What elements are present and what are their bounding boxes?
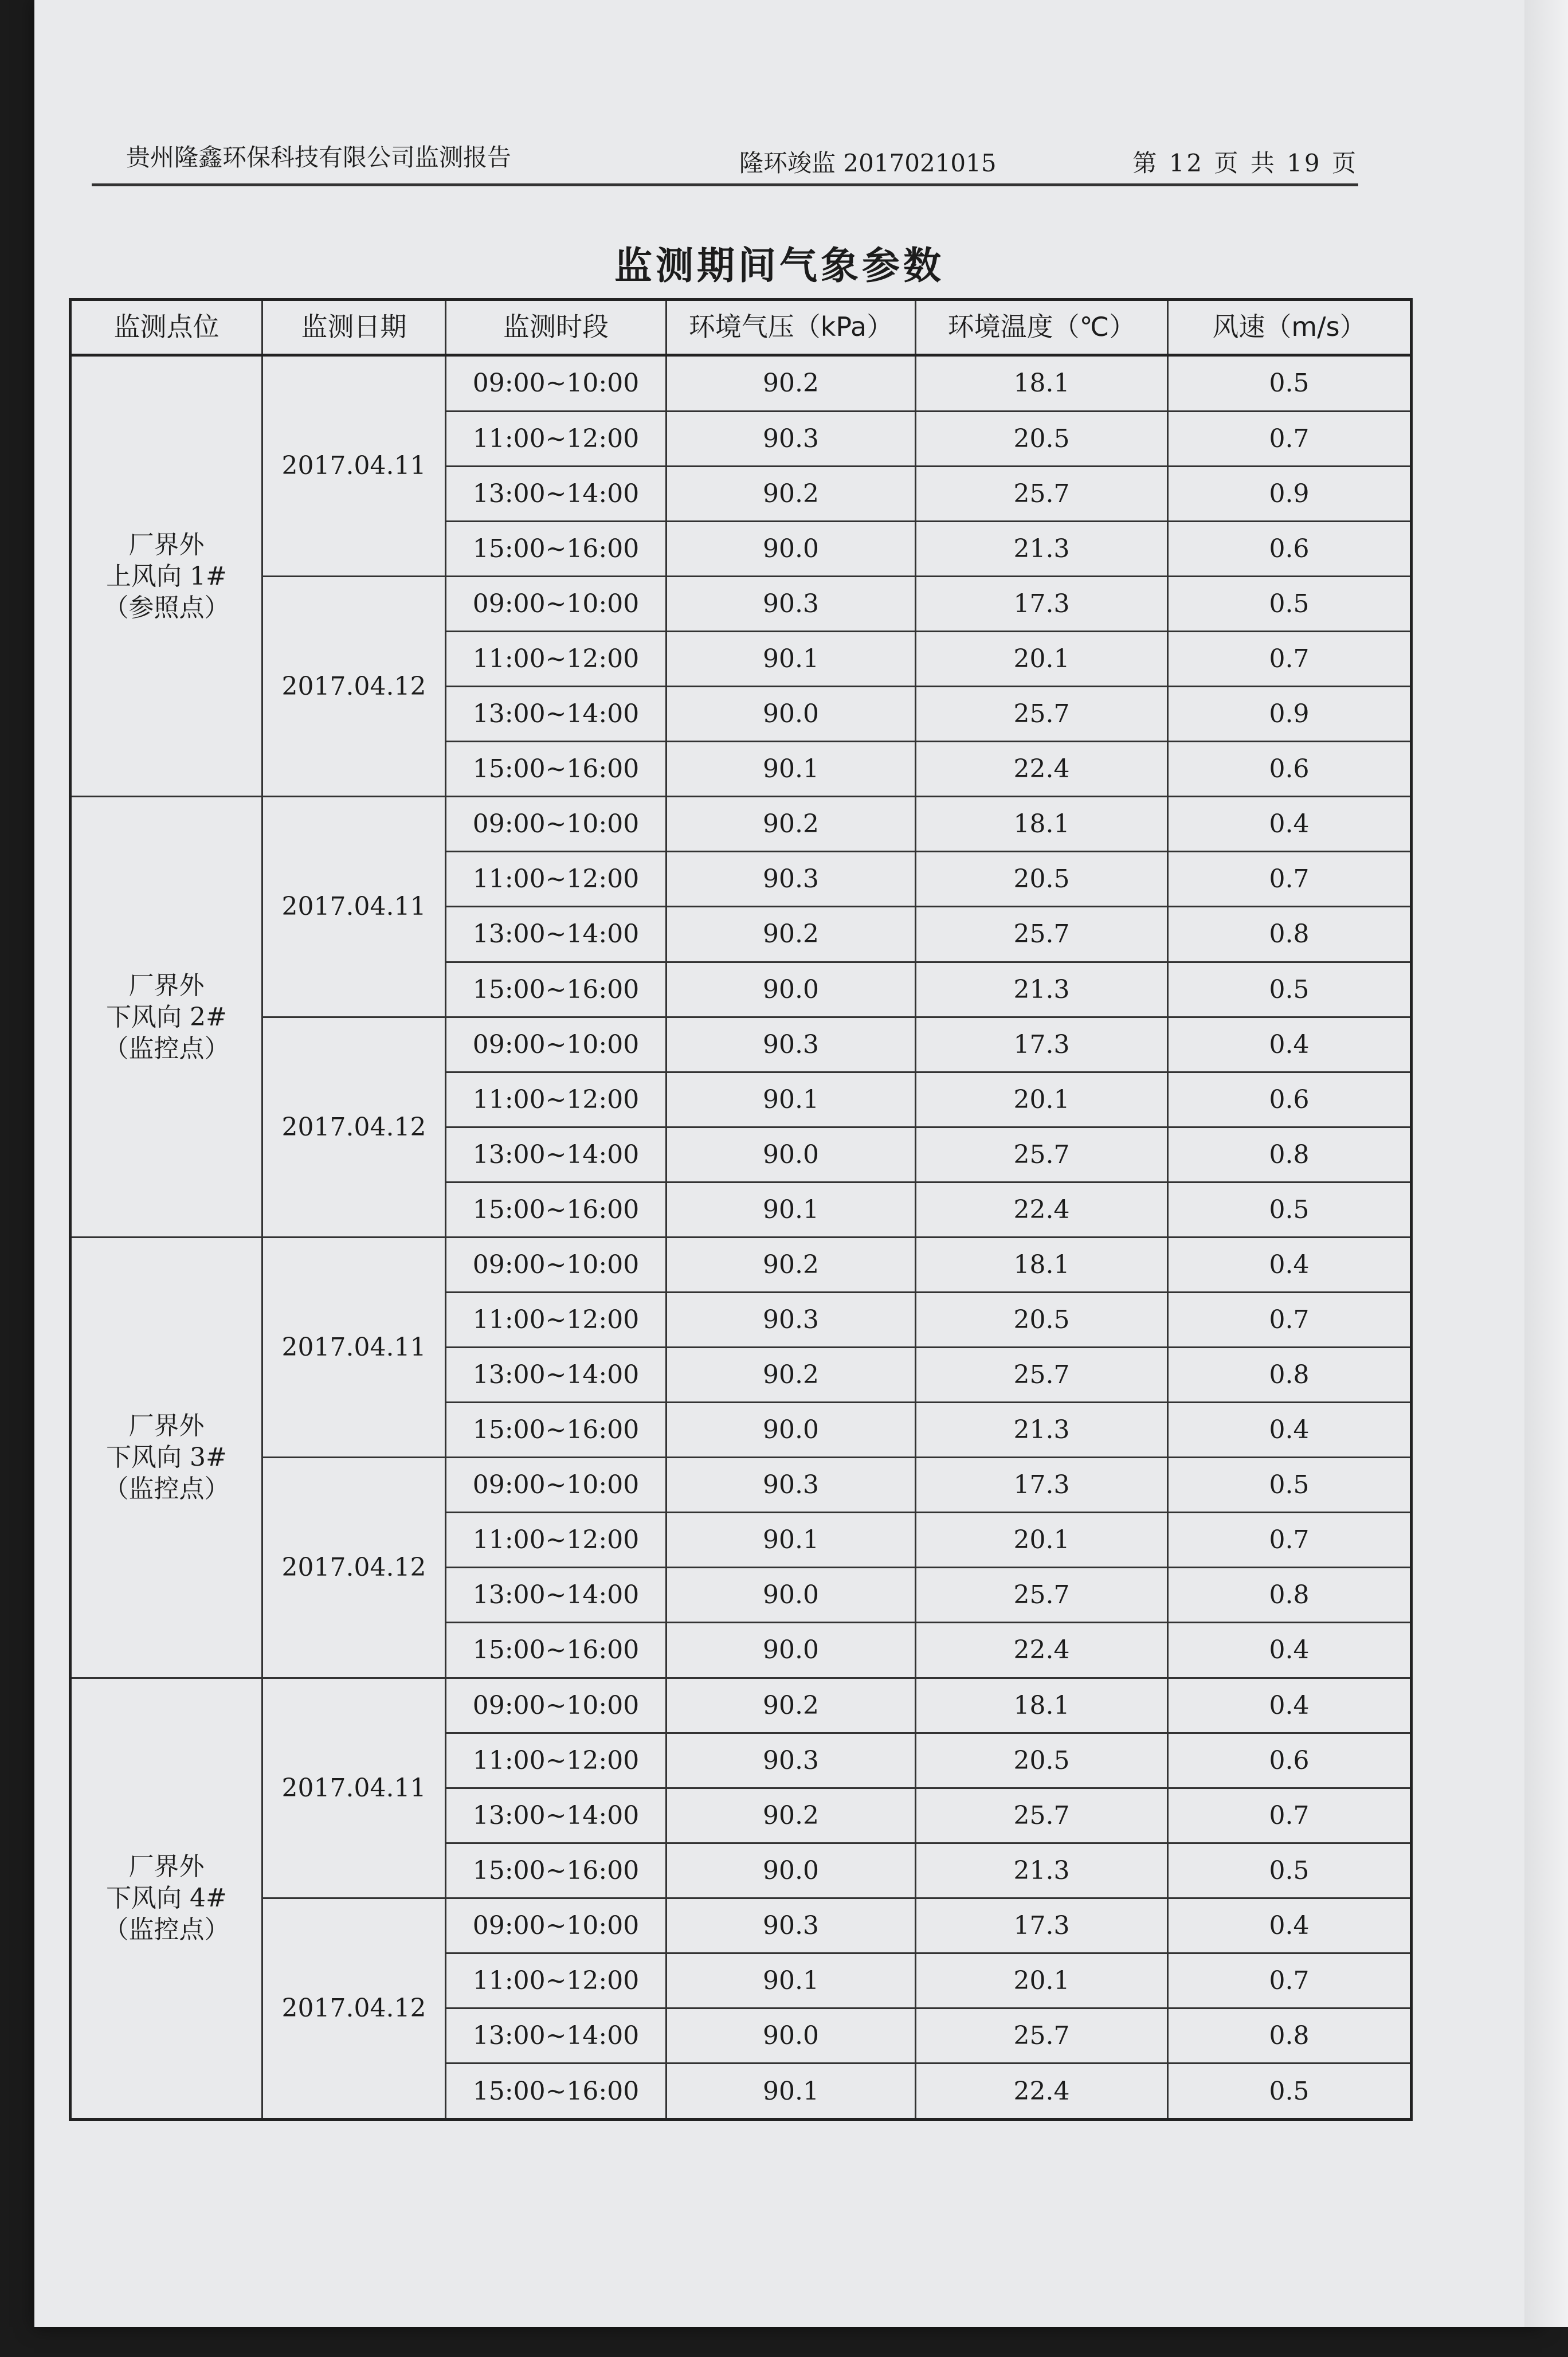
period-cell: 11:00~12:00 (446, 1292, 667, 1347)
col-header-point: 监测点位 (70, 300, 262, 355)
table-row (70, 1017, 1412, 1072)
pressure-cell: 90.2 (667, 907, 916, 962)
monitoring-date-cell: 2017.04.12 (262, 576, 446, 796)
pressure-cell: 90.3 (667, 1733, 916, 1788)
pressure-cell: 90.1 (667, 1953, 916, 2008)
col-header-temperature: 环境温度（℃） (916, 300, 1168, 355)
pressure-cell: 90.2 (667, 797, 916, 852)
period-cell: 15:00~16:00 (446, 1182, 667, 1237)
temperature-cell: 22.4 (916, 1623, 1168, 1678)
wind-speed-cell: 0.6 (1168, 742, 1412, 797)
page-fold-shadow (1524, 0, 1568, 2327)
period-cell: 09:00~10:00 (446, 1898, 667, 1953)
company-name: 贵州隆鑫环保科技有限公司监测报告 (126, 143, 512, 171)
pressure-cell: 90.2 (667, 466, 916, 521)
temperature-cell: 20.5 (916, 1292, 1168, 1347)
monitoring-point-label: 上风向 1# (106, 561, 227, 591)
pressure-cell: 90.0 (667, 687, 916, 742)
period-cell: 09:00~10:00 (446, 1458, 667, 1513)
temperature-cell: 25.7 (916, 907, 1168, 962)
period-cell: 11:00~12:00 (446, 411, 667, 466)
period-cell: 15:00~16:00 (446, 1403, 667, 1458)
pressure-cell: 90.0 (667, 2008, 916, 2064)
temperature-cell: 25.7 (916, 1788, 1168, 1843)
monitoring-date-cell: 2017.04.12 (262, 1898, 446, 2119)
wind-speed-cell: 0.7 (1168, 632, 1412, 687)
period-cell: 15:00~16:00 (446, 2064, 667, 2120)
wind-speed-cell: 0.9 (1168, 466, 1412, 521)
period-cell: 13:00~14:00 (446, 907, 667, 962)
wind-speed-cell: 0.7 (1168, 1953, 1412, 2008)
wind-speed-cell: 0.5 (1168, 1843, 1412, 1898)
monitoring-point-label: 下风向 3# (106, 1443, 227, 1473)
monitoring-date-cell: 2017.04.11 (262, 797, 446, 1017)
temperature-cell: 17.3 (916, 1017, 1168, 1072)
temperature-cell: 20.1 (916, 1953, 1168, 2008)
temperature-cell: 18.1 (916, 1678, 1168, 1733)
col-header-period: 监测时段 (446, 300, 667, 355)
pressure-cell: 90.0 (667, 521, 916, 576)
period-cell: 11:00~12:00 (446, 1513, 667, 1568)
page-number: 第 12 页 共 19 页 (1132, 149, 1358, 177)
wind-speed-cell: 0.5 (1168, 1182, 1412, 1237)
temperature-cell: 25.7 (916, 1568, 1168, 1623)
pressure-cell: 90.2 (667, 1348, 916, 1403)
wind-speed-cell: 0.5 (1168, 2064, 1412, 2120)
temperature-cell: 20.1 (916, 1072, 1168, 1127)
pressure-cell: 90.3 (667, 1898, 916, 1953)
period-cell: 11:00~12:00 (446, 852, 667, 907)
period-cell: 11:00~12:00 (446, 1733, 667, 1788)
temperature-cell: 20.5 (916, 411, 1168, 466)
wind-speed-cell: 0.7 (1168, 1513, 1412, 1568)
col-header-pressure: 环境气压（kPa） (667, 300, 916, 355)
temperature-cell: 25.7 (916, 687, 1168, 742)
monitoring-point-label: （监控点） (103, 1033, 230, 1063)
report-number: 隆环竣监 2017021015 (739, 149, 997, 177)
temperature-cell: 18.1 (916, 797, 1168, 852)
period-cell: 15:00~16:00 (446, 1623, 667, 1678)
wind-speed-cell: 0.7 (1168, 1292, 1412, 1347)
monitoring-point-label: 下风向 2# (106, 1002, 227, 1032)
pressure-cell: 90.3 (667, 1458, 916, 1513)
wind-speed-cell: 0.7 (1168, 852, 1412, 907)
monitoring-date-cell: 2017.04.11 (262, 1237, 446, 1457)
wind-speed-cell: 0.4 (1168, 1898, 1412, 1953)
temperature-cell: 20.5 (916, 852, 1168, 907)
col-header-date: 监测日期 (262, 300, 446, 355)
period-cell: 15:00~16:00 (446, 1843, 667, 1898)
pressure-cell: 90.1 (667, 1072, 916, 1127)
monitoring-date-cell: 2017.04.12 (262, 1458, 446, 1678)
wind-speed-cell: 0.6 (1168, 521, 1412, 576)
table-title: 监测期间气象参数 (614, 244, 944, 288)
period-cell: 13:00~14:00 (446, 2008, 667, 2064)
temperature-cell: 21.3 (916, 962, 1168, 1017)
pressure-cell: 90.3 (667, 1017, 916, 1072)
period-cell: 09:00~10:00 (446, 797, 667, 852)
page-header (92, 120, 1358, 186)
pressure-cell: 90.1 (667, 2064, 916, 2120)
temperature-cell: 22.4 (916, 742, 1168, 797)
wind-speed-cell: 0.5 (1168, 355, 1412, 412)
period-cell: 15:00~16:00 (446, 962, 667, 1017)
wind-speed-cell: 0.4 (1168, 1237, 1412, 1292)
table-row (70, 355, 1412, 412)
wind-speed-cell: 0.4 (1168, 1678, 1412, 1733)
pressure-cell: 90.0 (667, 1843, 916, 1898)
period-cell: 11:00~12:00 (446, 1953, 667, 2008)
wind-speed-cell: 0.5 (1168, 1458, 1412, 1513)
report-page (34, 0, 1542, 2327)
period-cell: 09:00~10:00 (446, 1017, 667, 1072)
temperature-cell: 17.3 (916, 1898, 1168, 1953)
period-cell: 13:00~14:00 (446, 1127, 667, 1182)
pressure-cell: 90.0 (667, 962, 916, 1017)
wind-speed-cell: 0.8 (1168, 2008, 1412, 2064)
wind-speed-cell: 0.4 (1168, 1403, 1412, 1458)
pressure-cell: 90.3 (667, 411, 916, 466)
wind-speed-cell: 0.8 (1168, 1568, 1412, 1623)
period-cell: 09:00~10:00 (446, 576, 667, 631)
pressure-cell: 90.3 (667, 1292, 916, 1347)
table-row (70, 1898, 1412, 1953)
wind-speed-cell: 0.9 (1168, 687, 1412, 742)
pressure-cell: 90.2 (667, 1788, 916, 1843)
monitoring-point-label: 厂界外 (128, 530, 205, 559)
period-cell: 13:00~14:00 (446, 1348, 667, 1403)
pressure-cell: 90.1 (667, 742, 916, 797)
wind-speed-cell: 0.5 (1168, 576, 1412, 631)
monitoring-point-label: （监控点） (103, 1915, 230, 1945)
monitoring-point-label: 厂界外 (128, 970, 205, 1000)
wind-speed-cell: 0.8 (1168, 1348, 1412, 1403)
pressure-cell: 90.0 (667, 1127, 916, 1182)
temperature-cell: 18.1 (916, 355, 1168, 412)
monitoring-date-cell: 2017.04.12 (262, 1017, 446, 1237)
pressure-cell: 90.0 (667, 1623, 916, 1678)
wind-speed-cell: 0.8 (1168, 1127, 1412, 1182)
pressure-cell: 90.2 (667, 355, 916, 412)
period-cell: 09:00~10:00 (446, 1237, 667, 1292)
period-cell: 11:00~12:00 (446, 1072, 667, 1127)
temperature-cell: 25.7 (916, 1348, 1168, 1403)
monitoring-point-cell (70, 797, 262, 1238)
pressure-cell: 90.0 (667, 1403, 916, 1458)
monitoring-point-label: （监控点） (103, 1474, 230, 1504)
pressure-cell: 90.3 (667, 852, 916, 907)
wind-speed-cell: 0.6 (1168, 1072, 1412, 1127)
weather-parameter-table (69, 298, 1413, 2121)
wind-speed-cell: 0.4 (1168, 797, 1412, 852)
table-row (70, 1458, 1412, 1513)
table-body (70, 355, 1412, 2120)
period-cell: 13:00~14:00 (446, 1568, 667, 1623)
pressure-cell: 90.2 (667, 1237, 916, 1292)
pressure-cell: 90.0 (667, 1568, 916, 1623)
temperature-cell: 21.3 (916, 521, 1168, 576)
temperature-cell: 17.3 (916, 576, 1168, 631)
temperature-cell: 17.3 (916, 1458, 1168, 1513)
table-header-row (70, 300, 1412, 355)
pressure-cell: 90.3 (667, 576, 916, 631)
monitoring-date-cell: 2017.04.11 (262, 1678, 446, 1898)
period-cell: 13:00~14:00 (446, 466, 667, 521)
monitoring-point-label: 厂界外 (128, 1852, 205, 1882)
temperature-cell: 21.3 (916, 1843, 1168, 1898)
wind-speed-cell: 0.7 (1168, 411, 1412, 466)
wind-speed-cell: 0.4 (1168, 1623, 1412, 1678)
temperature-cell: 20.5 (916, 1733, 1168, 1788)
table-row (70, 1237, 1412, 1292)
temperature-cell: 20.1 (916, 632, 1168, 687)
monitoring-point-cell (70, 355, 262, 797)
wind-speed-cell: 0.5 (1168, 962, 1412, 1017)
wind-speed-cell: 0.6 (1168, 1733, 1412, 1788)
temperature-cell: 21.3 (916, 1403, 1168, 1458)
pressure-cell: 90.1 (667, 632, 916, 687)
monitoring-point-label: 下风向 4# (106, 1884, 227, 1913)
temperature-cell: 25.7 (916, 1127, 1168, 1182)
wind-speed-cell: 0.4 (1168, 1017, 1412, 1072)
monitoring-date-cell: 2017.04.11 (262, 355, 446, 577)
col-header-wind-speed: 风速（m/s） (1168, 300, 1412, 355)
pressure-cell: 90.2 (667, 1678, 916, 1733)
temperature-cell: 25.7 (916, 466, 1168, 521)
temperature-cell: 18.1 (916, 1237, 1168, 1292)
pressure-cell: 90.1 (667, 1182, 916, 1237)
wind-speed-cell: 0.8 (1168, 907, 1412, 962)
temperature-cell: 22.4 (916, 1182, 1168, 1237)
table-row (70, 797, 1412, 852)
table-row (70, 576, 1412, 631)
monitoring-point-cell (70, 1237, 262, 1678)
period-cell: 15:00~16:00 (446, 521, 667, 576)
monitoring-point-cell (70, 1678, 262, 2119)
period-cell: 11:00~12:00 (446, 632, 667, 687)
period-cell: 09:00~10:00 (446, 355, 667, 412)
wind-speed-cell: 0.7 (1168, 1788, 1412, 1843)
pressure-cell: 90.1 (667, 1513, 916, 1568)
temperature-cell: 25.7 (916, 2008, 1168, 2064)
monitoring-point-label: 厂界外 (128, 1411, 205, 1441)
period-cell: 09:00~10:00 (446, 1678, 667, 1733)
period-cell: 15:00~16:00 (446, 742, 667, 797)
temperature-cell: 20.1 (916, 1513, 1168, 1568)
table-row (70, 1678, 1412, 1733)
period-cell: 13:00~14:00 (446, 687, 667, 742)
period-cell: 13:00~14:00 (446, 1788, 667, 1843)
temperature-cell: 22.4 (916, 2064, 1168, 2120)
monitoring-point-label: （参照点） (103, 593, 230, 622)
